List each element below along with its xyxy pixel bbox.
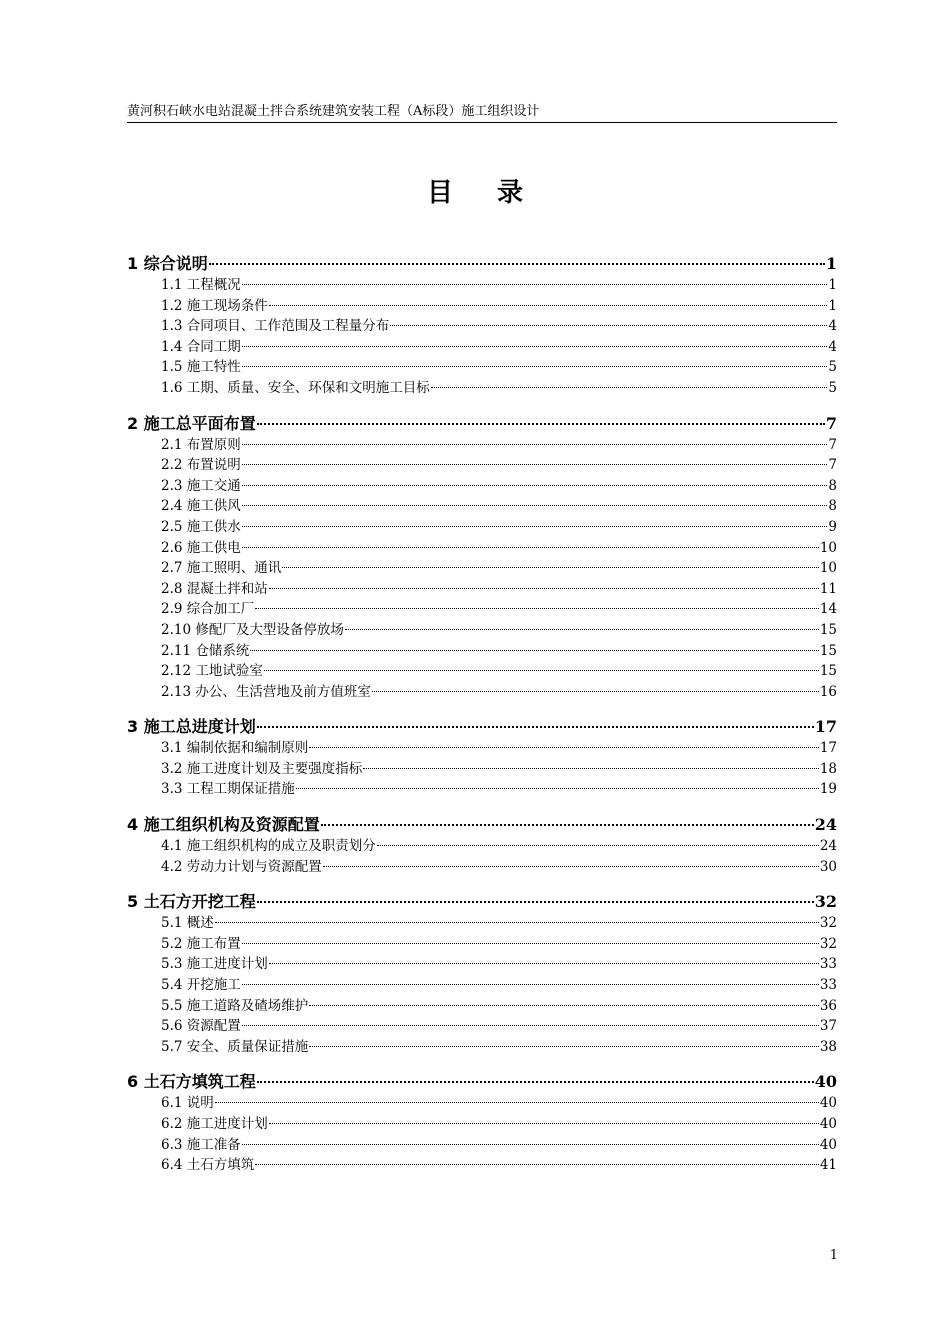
toc-entry-page: 5 <box>828 379 837 396</box>
toc-entry-label: 6.4 土石方填筑 <box>161 1157 255 1174</box>
toc-entry-label: 5.4 开挖施工 <box>161 977 241 994</box>
dot-leader <box>250 650 818 651</box>
toc-entry-page: 19 <box>819 781 837 798</box>
toc-section-entry[interactable] <box>127 934 837 955</box>
toc-section-entry[interactable] <box>127 275 837 296</box>
toc-section-entry[interactable] <box>127 496 837 517</box>
toc-entry-page: 41 <box>819 1157 837 1174</box>
dot-leader <box>215 922 819 923</box>
toc-entry-page: 1 <box>828 277 837 293</box>
toc-section-entry[interactable] <box>127 857 837 878</box>
toc-section-entry[interactable] <box>127 316 837 337</box>
toc-section-entry[interactable] <box>127 517 837 538</box>
toc-chapter-entry[interactable] <box>127 1070 837 1093</box>
toc-chapter-entry[interactable] <box>127 813 837 836</box>
toc-section-entry[interactable] <box>127 435 837 456</box>
toc-entry-label: 2.1 布置原则 <box>161 436 241 453</box>
toc-entry-page: 17 <box>814 717 837 737</box>
toc-entry-label: 2.13 办公、生活营地及前方值班室 <box>161 683 371 700</box>
toc-section-entry[interactable] <box>127 836 837 857</box>
toc-chapter <box>127 890 837 1057</box>
toc-entry-label: 1.3 合同项目、工作范围及工程量分布 <box>161 318 390 335</box>
toc-entry-label: 2.6 施工供电 <box>161 539 241 556</box>
toc-section-entry[interactable] <box>127 337 837 358</box>
dot-leader <box>242 346 828 347</box>
toc-entry-page: 33 <box>819 977 837 994</box>
toc-entry-label: 4.2 劳动力计划与资源配置 <box>161 858 322 875</box>
toc-section-entry[interactable] <box>127 996 837 1017</box>
toc-entry-label: 1.6 工期、质量、安全、环保和文明施工目标 <box>161 379 430 396</box>
dot-leader <box>269 305 828 306</box>
toc-entry-page: 24 <box>819 838 837 855</box>
toc-section-entry[interactable] <box>127 913 837 934</box>
toc-section-entry[interactable] <box>127 1037 837 1058</box>
toc-entry-page: 15 <box>819 642 837 659</box>
toc-entry-page: 14 <box>819 601 837 618</box>
toc-section-entry[interactable] <box>127 357 837 378</box>
dot-leader <box>264 670 819 671</box>
toc-entry-page: 7 <box>828 457 837 474</box>
dot-leader <box>309 747 819 748</box>
dot-leader <box>255 1164 819 1165</box>
dot-leader <box>215 1102 819 1103</box>
toc-section-entry[interactable] <box>127 1093 837 1114</box>
toc-entry-page: 15 <box>819 621 837 638</box>
toc-entry-label: 2.2 布置说明 <box>161 457 241 474</box>
toc-entry-label: 2.10 修配厂及大型设备停放场 <box>161 621 344 638</box>
dot-leader <box>242 284 828 285</box>
toc-entry-label: 3.2 施工进度计划及主要强度指标 <box>161 760 363 777</box>
toc-entry-page: 30 <box>819 858 837 875</box>
toc-entry-page: 1 <box>825 254 837 273</box>
toc-entry-page: 32 <box>819 915 837 932</box>
dot-leader <box>242 547 819 548</box>
toc-entry-page: 24 <box>814 815 837 835</box>
toc-entry-label: 1.4 合同工期 <box>161 338 241 355</box>
toc-entry-label: 6.3 施工准备 <box>161 1136 241 1153</box>
toc-section-entry[interactable] <box>127 954 837 975</box>
running-header: 黄河积石峡水电站混凝土拌合系统建筑安装工程（A标段）施工组织设计 <box>127 100 837 123</box>
dot-leader <box>345 629 819 630</box>
toc-chapter <box>127 715 837 800</box>
toc-entry-page: 9 <box>828 518 837 535</box>
toc-section-entry[interactable] <box>127 1114 837 1135</box>
dot-leader <box>209 263 825 265</box>
toc-entry-label: 2 施工总平面布置 <box>127 413 256 433</box>
dot-leader <box>363 768 819 769</box>
dot-leader <box>282 567 819 568</box>
toc-entry-label: 5 土石方开挖工程 <box>127 892 256 912</box>
toc-chapter-entry[interactable] <box>127 890 837 913</box>
dot-leader <box>269 588 819 589</box>
toc-entry-page: 5 <box>828 359 837 376</box>
dot-leader <box>323 866 819 867</box>
toc-chapter <box>127 813 837 877</box>
dot-leader <box>390 325 827 326</box>
toc-entry-label: 6.1 说明 <box>161 1095 214 1112</box>
toc-section-entry[interactable] <box>127 455 837 476</box>
toc-section-entry[interactable] <box>127 738 837 759</box>
dot-leader <box>257 1081 814 1083</box>
toc-entry-page: 4 <box>828 318 837 335</box>
toc-chapter <box>127 1070 837 1175</box>
toc-section-entry[interactable] <box>127 779 837 800</box>
dot-leader <box>242 526 828 527</box>
dot-leader <box>242 366 828 367</box>
toc-entry-page: 33 <box>819 956 837 973</box>
toc-entry-page: 40 <box>814 1072 837 1092</box>
dot-leader <box>242 444 828 445</box>
toc-section-entry[interactable] <box>127 579 837 600</box>
toc-section-entry[interactable] <box>127 1155 837 1176</box>
toc-entry-label: 5.1 概述 <box>161 915 214 932</box>
toc-section-entry[interactable] <box>127 1135 837 1156</box>
toc-section-entry[interactable] <box>127 296 837 317</box>
toc-entry-page: 7 <box>828 436 837 453</box>
toc-entry-page: 8 <box>828 477 837 494</box>
dot-leader <box>269 1123 819 1124</box>
toc-section-entry[interactable] <box>127 558 837 579</box>
toc-entry-page: 40 <box>819 1116 837 1132</box>
toc-entry-page: 40 <box>819 1136 837 1153</box>
dot-leader <box>242 984 819 985</box>
toc-entry-label: 3.3 工程工期保证措施 <box>161 781 295 798</box>
toc-entry-label: 3.1 编制依据和编制原则 <box>161 740 309 757</box>
toc-section-entry[interactable] <box>127 661 837 682</box>
toc-title: 目录 <box>426 178 567 208</box>
toc-entry-page: 7 <box>825 413 837 433</box>
toc-entry-label: 5.2 施工布置 <box>161 935 241 952</box>
toc-entry-page: 15 <box>819 663 837 680</box>
toc-entry-label: 2.8 混凝土拌和站 <box>161 580 268 597</box>
dot-leader <box>242 943 819 944</box>
toc-entry-page: 11 <box>819 580 837 597</box>
toc-entry-page: 38 <box>819 1038 837 1055</box>
dot-leader <box>431 387 828 388</box>
toc-section-entry[interactable] <box>127 378 837 399</box>
dot-leader <box>242 485 828 486</box>
toc-section-entry[interactable] <box>127 599 837 620</box>
toc-entry-page: 10 <box>819 539 837 556</box>
toc-section-entry[interactable] <box>127 538 837 559</box>
toc-entry-label: 5.6 资源配置 <box>161 1018 241 1035</box>
toc-entry-label: 1.1 工程概况 <box>161 277 241 293</box>
toc-entry-label: 2.5 施工供水 <box>161 518 241 535</box>
toc-section-entry[interactable] <box>127 620 837 641</box>
toc-entry-label: 2.7 施工照明、通讯 <box>161 560 282 577</box>
toc-chapter-entry[interactable] <box>127 412 837 435</box>
toc-entry-page: 37 <box>819 1018 837 1035</box>
toc-entry-label: 2.4 施工供风 <box>161 498 241 515</box>
toc-chapter <box>127 252 837 399</box>
toc-section-entry[interactable] <box>127 1016 837 1037</box>
dot-leader <box>257 423 825 425</box>
toc-entry-page: 10 <box>819 560 837 577</box>
toc-entry-page: 16 <box>819 683 837 700</box>
toc-section-entry[interactable] <box>127 476 837 497</box>
toc-entry-page: 4 <box>828 338 837 355</box>
toc-entry-label: 5.5 施工道路及碴场维护 <box>161 997 309 1014</box>
toc-section-entry[interactable] <box>127 641 837 662</box>
toc-entry-page: 36 <box>819 997 837 1014</box>
toc-entry-label: 5.3 施工进度计划 <box>161 956 268 973</box>
dot-leader <box>377 845 819 846</box>
toc-entry-page: 8 <box>828 498 837 515</box>
toc-chapter-entry[interactable] <box>127 252 837 275</box>
dot-leader <box>269 963 819 964</box>
toc-entry-label: 6 土石方填筑工程 <box>127 1072 256 1092</box>
dot-leader <box>255 608 819 609</box>
dot-leader <box>242 505 828 506</box>
table-of-contents <box>127 252 837 1189</box>
dot-leader <box>309 1005 819 1006</box>
toc-entry-label: 5.7 安全、质量保证措施 <box>161 1038 309 1055</box>
toc-entry-label: 1.2 施工现场条件 <box>161 297 268 314</box>
toc-entry-label: 4.1 施工组织机构的成立及职责划分 <box>161 838 376 855</box>
toc-entry-page: 17 <box>819 740 837 757</box>
toc-section-entry[interactable] <box>127 759 837 780</box>
toc-entry-label: 6.2 施工进度计划 <box>161 1116 268 1132</box>
dot-leader <box>257 901 814 903</box>
toc-entry-label: 3 施工总进度计划 <box>127 717 256 737</box>
toc-section-entry[interactable] <box>127 682 837 703</box>
dot-leader <box>257 726 814 728</box>
toc-entry-label: 2.3 施工交通 <box>161 477 241 494</box>
toc-section-entry[interactable] <box>127 975 837 996</box>
toc-entry-label: 4 施工组织机构及资源配置 <box>127 815 320 835</box>
toc-entry-page: 40 <box>819 1095 837 1112</box>
toc-entry-label: 2.11 仓储系统 <box>161 642 250 659</box>
dot-leader <box>242 1144 819 1145</box>
toc-chapter-entry[interactable] <box>127 715 837 738</box>
toc-entry-label: 2.9 综合加工厂 <box>161 601 255 618</box>
toc-entry-page: 32 <box>814 892 837 912</box>
page-number: 1 <box>829 1248 838 1263</box>
dot-leader <box>309 1046 819 1047</box>
toc-entry-label: 1 综合说明 <box>127 254 208 273</box>
toc-chapter <box>127 412 837 703</box>
dot-leader <box>321 824 814 826</box>
dot-leader <box>242 464 828 465</box>
dot-leader <box>372 691 819 692</box>
toc-entry-page: 18 <box>819 760 837 777</box>
toc-entry-page: 32 <box>819 935 837 952</box>
toc-entry-label: 1.5 施工特性 <box>161 359 241 376</box>
toc-entry-label: 2.12 工地试验室 <box>161 663 263 680</box>
dot-leader <box>242 1025 819 1026</box>
dot-leader <box>296 788 819 789</box>
toc-entry-page: 1 <box>828 297 837 314</box>
